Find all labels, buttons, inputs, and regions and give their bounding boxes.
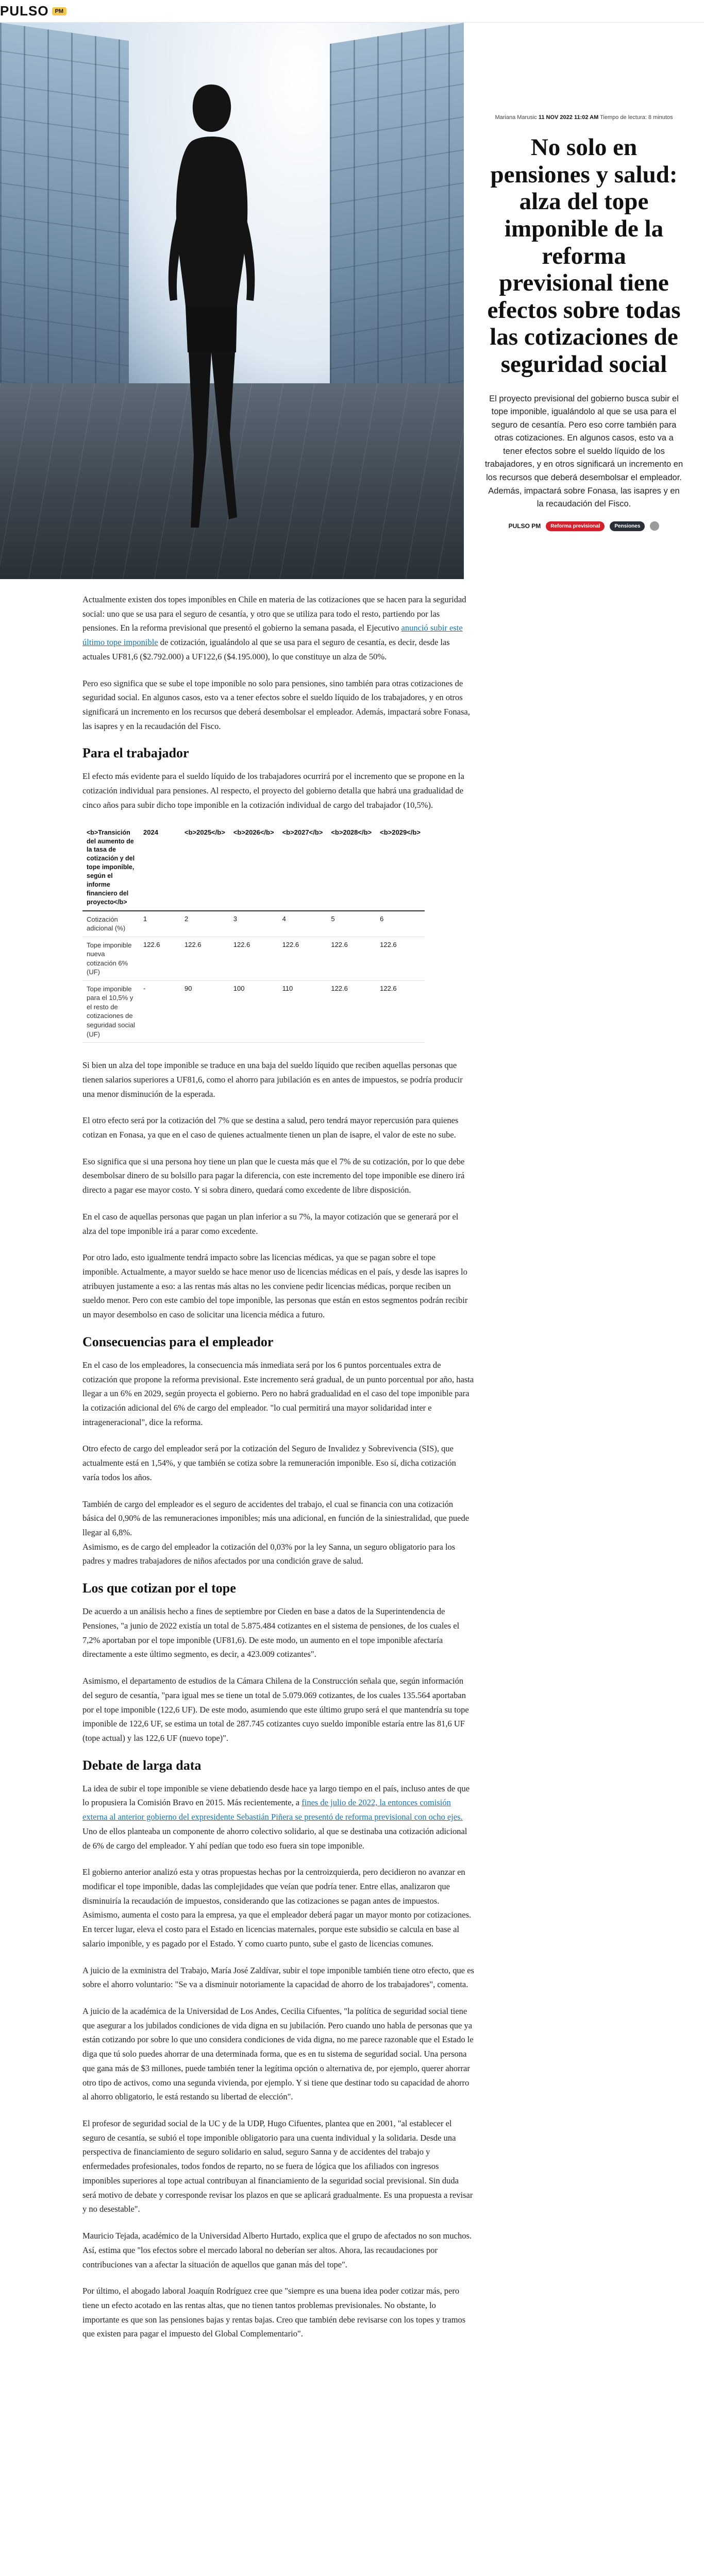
table-cell: 122.6 [327, 980, 376, 1042]
woman-silhouette-illustration [134, 64, 289, 548]
paragraph: A juicio de la académica de la Universidad de Los Andes, Cecilia Cifuentes, "la política de seguridad social tiene que asegurar a los jubilados condiciones de vida digna en su jubilación. Pero cuando uno habla de personas que ya están cotizando por sobre lo que uno considera condiciones de vida digna, no me parece razonable que el Estado le diga que tú solo puedes ahorrar de una determinada forma, que es en tu sistema de seguridad social. Una persona que gana más de $3 millones, puede también tener la legítima opción o alternativa de, por ejemplo, querer ahorrar otro tipo de activos, como una segunda vivienda, por ejemplo. Y si tiene que destinar todo su capacidad de ahorro al ahorro obligatorio, le está restando su libertad de elección". [82, 2006, 474, 2102]
paragraph: Otro efecto de cargo del empleador será por la cotización del Seguro de Invalidez y Sobrevivencia (SIS), que actualmente está en 1,54%, y que también se cotiza sobre la remuneración imponible. Eso sí, dicha cotización varía todos los años. [82, 1444, 456, 1482]
paragraph: El otro efecto será por la cotización del 7% que se destina a salud, pero tendrá mayor repercusión para quienes cotizan en Fonasa, ya que en el caso de quienes actualmente tienen un plan de isapre, el valor de este no sube. [82, 1115, 459, 1140]
table-cell: 122.6 [180, 937, 229, 980]
paragraph: Por otro lado, esto igualmente tendrá impacto sobre las licencias médicas, ya que se pagan sobre el tope imponible. Actualmente, a mayor sueldo se hace menor uso de licencias médicas en el país, y desde las isapres lo atribuyen justamente a eso: a las rentas más altas no les conviene pedir licencias médicas, porque reciben un sueldo menor. Pero con este cambio del tope imponible, las personas que están en estos segmentos podrán recibir un mayor desembolso en caso de solicitar una licencia médica a futuro. [82, 1252, 468, 1320]
inline-link[interactable]: fines de julio de 2022, la entonces comisión externa al anterior gobierno del expresidente Sebastián Piñera se presentó de reforma previsional con ocho ejes. [82, 1798, 463, 1822]
article-headline: No solo en pensiones y salud: alza del tope imponible de la reforma previsional tiene efectos sobre todas las cotizaciones de seguridad social [487, 134, 681, 378]
paragraph: A juicio de la exministra del Trabajo, María José Zaldívar, subir el tope imponible también tiene otro efecto, que es sobre el ahorro voluntario: "Se va a disminuir notoriamente la capacidad de ahorro de los trabajadores", comenta. [82, 1965, 474, 1990]
paragraph: Eso significa que si una persona hoy tiene un plan que le cuesta más que el 7% de su cotización, por lo que debe desembolsar dinero de su bolsillo para pagar la diferencia, con este incremento del tope imponible ese dinero irá directo a pagar ese mayor costo. Y si sobra dinero, quedará como excedente de libre disposición. [82, 1156, 465, 1195]
table-cell: 2 [180, 911, 229, 937]
paragraph: De acuerdo a un análisis hecho a fines de septiembre por Cieden en base a datos de la Superintendencia de Pensiones, "a junio de 2022 existía un total de 5.875.484 cotizantes en el sistema de pensiones, de los cuales el 7,2% aportaban por el tope imponible (UF81,6). De este modo, un aumento en el tope imponible afectaría directamente a este último segmento, es decir, a 423.009 cotizantes". [82, 1606, 460, 1659]
reading-time: Tiempo de lectura: 8 minutos [600, 114, 673, 121]
table-cell: 1 [139, 911, 180, 937]
article-body [82, 579, 474, 2384]
table-cell: 122.6 [327, 937, 376, 980]
table-cell: 122.6 [278, 937, 327, 980]
table-cell: 6 [376, 911, 425, 937]
paragraph: Asimismo, es de cargo del empleador la cotización del 0,03% por la ley Sanna, un seguro obligatorio para los padres y madres trabajadores de niños afectados por una condición grave de salud. [82, 1541, 456, 1566]
share-icon[interactable] [650, 521, 659, 531]
brand-badge: PM [52, 7, 67, 15]
table-cell: 3 [229, 911, 278, 937]
table-header: <b>2026</b> [229, 825, 278, 911]
paragraph: En el caso de los empleadores, la consecuencia más inmediata será por los 6 puntos porcentuales extra de cotización que propone la reforma previsional. Este incremento será gradual, de un punto porcentual por año, hasta llegar a un 6% en 2029, según proyecta el gobierno. Pero no habrá gradualidad en el caso del tope imponible para la cotización adicional del 6% de cargo del empleador. "lo cual permitirá una mayor solidaridad inter e intrageneracional", dice la reforma. [82, 1360, 474, 1427]
table-header-row [82, 825, 425, 911]
hero-photo [0, 23, 464, 579]
table-cell: Cotización adicional (%) [82, 911, 139, 937]
transition-table [82, 825, 425, 1043]
tag-row [484, 521, 683, 531]
table-cell: 110 [278, 980, 327, 1042]
table-cell: 90 [180, 980, 229, 1042]
paragraph: Si bien un alza del tope imponible se traduce en una baja del sueldo líquido que reciben aquellas personas que tienen salarios superiores a UF81,6, como el ahorro para jubilación es en antes de impuestos, se podría producir una menor disminución de la esperada. [82, 1060, 463, 1099]
table-header: <b>2027</b> [278, 825, 327, 911]
section-heading: Consecuencias para el empleador [82, 1334, 274, 1349]
table-row [82, 937, 425, 980]
paragraph: El profesor de seguridad social de la UC y de la UDP, Hugo Cifuentes, plantea que en 2001, "al establecer el seguro de cesantía, se subió el tope imponible obligatorio para una cuenta individual y la solidaria. Desde una perspectiva de financiamiento de seguro solidario en salud, seguro Sanna y de accidentes del trabajo y enfermedades profesionales, todos fondos de reparto, no se fuera de lógica que los afiliados con ingresos imponibles superiores al tope actual contribuyan al financiamiento de la seguridad social previsional. Sin duda será motivo de debate y corresponde revisar los plazos en que se aplicará gradualmente. Es una propuesta a revisar y no desestable". [82, 2119, 473, 2214]
hero-text [464, 23, 704, 579]
table-cell: 122.6 [376, 980, 425, 1042]
table-cell: 4 [278, 911, 327, 937]
paragraph: Por último, el abogado laboral Joaquín Rodríguez cree que "siempre es una buena idea poder cotizar más, pero tiene un efecto acotado en las rentas altas, que no tienen tantos problemas previsionales. No obstante, lo importante es que son las pensiones bajas y rentas bajas. Creo que también debe revisarse con los topes y tramos que existen para pagar el impuesto del Global Complementario". [82, 2286, 466, 2339]
inline-link[interactable]: anunció subir este último tope imponible [82, 623, 463, 648]
table-cell: 100 [229, 980, 278, 1042]
table-header: <b>2025</b> [180, 825, 229, 911]
table-row [82, 980, 425, 1042]
table-cell: Tope imponible para el 10,5% y el resto de cotizaciones de seguridad social (UF) [82, 980, 139, 1042]
publish-date: 11 NOV 2022 11:02 AM [538, 114, 599, 121]
paragraph: El efecto más evidente para el sueldo líquido de los trabajadores ocurrirá por el incremento que se propone en la cotización individual para pensiones. Al respecto, el proyecto del gobierno detalla que habrá una gradualidad de cinco años para subir dicho tope imponible en la cotización individual de cargo del trabajador (10,5%). [82, 771, 464, 810]
top-nav [0, 0, 704, 23]
paragraph: Pero eso significa que se sube el tope imponible no solo para pensiones, sino también para otras cotizaciones de seguridad social. En algunos casos, esto va a tener efectos sobre el sueldo líquido de los trabajadores, y en otros significará un incremento en los recursos que deberá desembolsar el empleador. Además, impactará sobre Fonasa, las isapres y en la recaudación del Fisco. [82, 678, 470, 731]
paragraph: El gobierno anterior analizó esta y otras propuestas hechas por la centroizquierda, pero decidieron no avanzar en modificar el tope imponible, dadas las complejidades que veían que podría tener. Entre ellas, analizaron que disminuiría la recaudación de impuestos, considerando que las cotizaciones se pagan antes de impuestos. Asimismo, aumenta el costo para la empresa, ya que el empleador deberá pagar un mayor monto por cotizaciones. En tercer lugar, eleva el costo para el Estado en licencias maternales, porque este subsidio se calcula en base al salario imponible, y es pagado por el Estado. Y como cuarto punto, sube el gasto de licencias comunes. [82, 1867, 472, 1948]
section-heading: Debate de larga data [82, 1757, 202, 1773]
table-header: <b>2028</b> [327, 825, 376, 911]
paragraph: En el caso de aquellas personas que pagan un plan inferior a su 7%, la mayor cotización que se generará por el alza del tope imponible irá a parar como excedente. [82, 1211, 459, 1236]
table-cell: 122.6 [139, 937, 180, 980]
table-header: 2024 [139, 825, 180, 911]
paragraph: Mauricio Tejada, académico de la Universidad Alberto Hurtado, explica que el grupo de afectados no son muchos. Así, estima que "los efectos sobre el mercado laboral no deberían ser altos. Ahora, las recaudaciones por contribuciones van a afectar la situación de aquellos que ganan más del tope". [82, 2231, 472, 2269]
brand-name: PULSO [0, 3, 49, 19]
table-cell: Tope imponible nueva cotización 6% (UF) [82, 937, 139, 980]
section-heading: Para el trabajador [82, 745, 189, 761]
article-lede: El proyecto previsional del gobierno busca subir el tope imponible, igualándolo al que se usa para el seguro de cesantía. Pero eso corre también para otras cotizaciones. En algunos casos, esto va a tener efectos sobre el sueldo líquido de los trabajadores, y en otros significará un incremento en los recursos que deberá desembolsar el empleador. Además, impactará sobre Fonasa, las isapres y en la recaudación del Fisco. [484, 394, 683, 509]
table-row [82, 911, 425, 937]
paragraph: Asimismo, el departamento de estudios de la Cámara Chilena de la Construcción señala que, según información del seguro de cesantía, "para igual mes se tiene un total de 5.079.069 cotizantes, de los cuales 135.564 aportaban por el tope imponible (122,6 UF). De este modo, asumiendo que este último grupo será el que mantendría su tope imponible de 122,6 UF, se estima un total de 287.745 cotizantes cuyo sueldo imponible estaría entre las 81,6 UF (tope actual) y las 122,6 UF (nuevo tope)". [82, 1676, 469, 1743]
article-hero [0, 23, 704, 579]
paragraph: Actualmente existen dos topes imponibles en Chile en materia de las cotizaciones que se hacen para la seguridad social: uno que se usa para el seguro de cesantía, y otro que se utiliza para todo el resto, partiendo por las pensiones. En la reforma previsional que presentó el gobierno la semana pasada, el Ejecutivo anunció subir este último tope imponible de cotización, igualándolo al que se usa para el seguro de cesantía, es decir, desde las actuales UF81,6 ($2.792.000) a UF122,6 ($4.195.000), lo que constituye un alza de 50%. [82, 595, 466, 662]
author-name[interactable]: Mariana Marusic [495, 114, 537, 121]
table-cell: - [139, 980, 180, 1042]
table-cell: 5 [327, 911, 376, 937]
section-heading: Los que cotizan por el tope [82, 1581, 236, 1596]
tag-reforma-previsional[interactable]: Reforma previsional [546, 521, 605, 531]
table-header: <b>2029</b> [376, 825, 425, 911]
site-logo[interactable] [0, 3, 66, 19]
table-cell: 122.6 [376, 937, 425, 980]
tag-pensiones[interactable]: Pensiones [610, 521, 645, 531]
paragraph: La idea de subir el tope imponible se viene debatiendo desde hace ya largo tiempo en el país, incluso antes de que lo propusiera la Comisión Bravo en 2015. Más recientemente, a fines de julio de 2022, la entonces comisión externa al anterior gobierno del expresidente Sebastián Piñera se presentó de reforma previsional con ocho ejes. Uno de ellos planteaba un componente de ahorro colectivo solidario, al que se destinaba una cotización adicional de 6% de cargo del empleador. Y ahí pedían que todo eso fuera sin tope imponible. [82, 1783, 470, 1851]
paragraph: También de cargo del empleador es el seguro de accidentes del trabajo, el cual se financia con una cotización básica del 0,90% de las remuneraciones imponibles; más una adicional, en función de la siniestralidad, que puede llegar al 6,8%. [82, 1499, 470, 1538]
table-cell: 122.6 [229, 937, 278, 980]
byline [484, 114, 683, 121]
section-brand: PULSO PM [508, 522, 541, 530]
table-header: <b>Transición del aumento de la tasa de cotización y del tope imponible, según el informe financiero del proyecto</b> [82, 825, 139, 911]
